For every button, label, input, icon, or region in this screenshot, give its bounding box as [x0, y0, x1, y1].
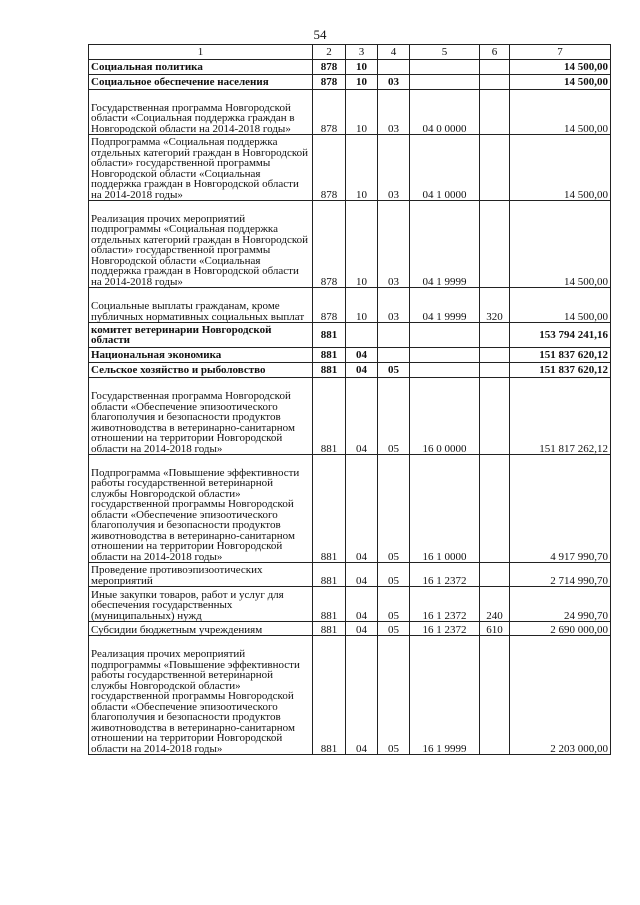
- column-header: 3: [346, 45, 378, 60]
- row-expense-type-cell: 610: [480, 622, 510, 636]
- row-amount-cell: 2 203 000,00: [510, 636, 611, 755]
- row-amount-cell: 153 794 241,16: [510, 323, 611, 348]
- row-code-cell: 878: [313, 90, 346, 135]
- row-subsection-cell: 03: [378, 90, 410, 135]
- row-section-cell: 10: [346, 60, 378, 75]
- row-subsection-cell: 05: [378, 622, 410, 636]
- table-row: [89, 135, 611, 201]
- row-name-cell: Национальная экономика: [89, 348, 313, 363]
- row-amount-cell: 24 990,70: [510, 587, 611, 622]
- row-expense-type-cell: [480, 135, 510, 201]
- column-header: 6: [480, 45, 510, 60]
- row-expense-type-cell: [480, 636, 510, 755]
- row-name-cell: Государственная программа Новгородской области «Социальная поддержка граждан в Новгородской области на 2014-2018 годы»: [89, 90, 313, 135]
- row-name-cell: комитет ветеринарии Новгородской области: [89, 323, 313, 348]
- row-expense-type-cell: [480, 60, 510, 75]
- row-code-cell: 881: [313, 363, 346, 378]
- row-expense-type-cell: [480, 363, 510, 378]
- row-name-cell: Государственная программа Новгородской области «Обеспечение эпизоотического благополучия и безопасности продуктов животноводства в ветеринарно-санитарном отношении на территории Новгородской области на 2014-2018 годы»: [89, 378, 313, 455]
- table-row: [89, 348, 611, 363]
- row-expense-type-cell: 320: [480, 288, 510, 323]
- column-header: 1: [89, 45, 313, 60]
- row-target-article-cell: [410, 363, 480, 378]
- row-target-article-cell: 16 1 9999: [410, 636, 480, 755]
- row-code-cell: 878: [313, 135, 346, 201]
- row-subsection-cell: [378, 323, 410, 348]
- row-amount-cell: 14 500,00: [510, 60, 611, 75]
- row-section-cell: [346, 323, 378, 348]
- row-name-cell: Реализация прочих мероприятий подпрограммы «Повышение эффективности работы государственной ветеринарной службы Новгородской области» государственной программы Новгородской области «Обеспечение эпизоотического благополучия и безопасности продуктов животноводства в ветеринарно-санитарном отношении на территории Новгородской области на 2014-2018 годы»: [89, 636, 313, 755]
- row-section-cell: 04: [346, 378, 378, 455]
- row-code-cell: 878: [313, 75, 346, 90]
- row-subsection-cell: 05: [378, 563, 410, 587]
- row-section-cell: 04: [346, 636, 378, 755]
- row-name-cell: Социальное обеспечение населения: [89, 75, 313, 90]
- row-target-article-cell: 04 1 0000: [410, 135, 480, 201]
- row-subsection-cell: 03: [378, 135, 410, 201]
- table-row: [89, 378, 611, 455]
- row-code-cell: 878: [313, 60, 346, 75]
- row-name-cell: Иные закупки товаров, работ и услуг для обеспечения государственных (муниципальных) нужд: [89, 587, 313, 622]
- row-section-cell: 10: [346, 90, 378, 135]
- column-header: 2: [313, 45, 346, 60]
- row-amount-cell: 151 837 620,12: [510, 363, 611, 378]
- row-subsection-cell: [378, 60, 410, 75]
- table-row: [89, 563, 611, 587]
- table-row: [89, 636, 611, 755]
- row-target-article-cell: [410, 75, 480, 90]
- row-subsection-cell: 05: [378, 455, 410, 563]
- table-row: [89, 587, 611, 622]
- row-code-cell: 881: [313, 587, 346, 622]
- row-amount-cell: 2 690 000,00: [510, 622, 611, 636]
- column-header: 5: [410, 45, 480, 60]
- page-number: 54: [313, 27, 327, 42]
- row-section-cell: 10: [346, 201, 378, 288]
- table-row: [89, 90, 611, 135]
- table-row: [89, 622, 611, 636]
- row-amount-cell: 2 714 990,70: [510, 563, 611, 587]
- row-code-cell: 881: [313, 455, 346, 563]
- table-row: [89, 288, 611, 323]
- row-code-cell: 881: [313, 323, 346, 348]
- row-target-article-cell: 04 1 9999: [410, 288, 480, 323]
- row-target-article-cell: 16 1 0000: [410, 455, 480, 563]
- row-target-article-cell: 16 1 2372: [410, 622, 480, 636]
- row-target-article-cell: [410, 348, 480, 363]
- row-section-cell: 04: [346, 563, 378, 587]
- row-code-cell: 878: [313, 288, 346, 323]
- row-expense-type-cell: [480, 455, 510, 563]
- row-code-cell: 881: [313, 622, 346, 636]
- row-code-cell: 881: [313, 636, 346, 755]
- row-amount-cell: 14 500,00: [510, 135, 611, 201]
- row-expense-type-cell: [480, 75, 510, 90]
- row-name-cell: Подпрограмма «Социальная поддержка отдельных категорий граждан в Новгородской области» государственной программы Новгородской области «Социальная поддержка граждан в Новгородской области на 2014-2018 годы»: [89, 135, 313, 201]
- row-code-cell: 878: [313, 201, 346, 288]
- row-target-article-cell: 16 1 2372: [410, 563, 480, 587]
- column-header: 7: [510, 45, 611, 60]
- row-code-cell: 881: [313, 563, 346, 587]
- row-amount-cell: 151 817 262,12: [510, 378, 611, 455]
- row-subsection-cell: 03: [378, 288, 410, 323]
- row-subsection-cell: 05: [378, 636, 410, 755]
- row-expense-type-cell: [480, 323, 510, 348]
- row-section-cell: 10: [346, 75, 378, 90]
- table-row: [89, 75, 611, 90]
- row-section-cell: 10: [346, 135, 378, 201]
- row-name-cell: Социальные выплаты гражданам, кроме публичных нормативных социальных выплат: [89, 288, 313, 323]
- row-expense-type-cell: 240: [480, 587, 510, 622]
- row-code-cell: 881: [313, 378, 346, 455]
- table-row: [89, 201, 611, 288]
- row-amount-cell: 4 917 990,70: [510, 455, 611, 563]
- table-row: [89, 455, 611, 563]
- row-section-cell: 10: [346, 288, 378, 323]
- row-section-cell: 04: [346, 363, 378, 378]
- row-target-article-cell: 16 1 2372: [410, 587, 480, 622]
- row-section-cell: 04: [346, 587, 378, 622]
- table-header-row: [89, 45, 611, 60]
- row-target-article-cell: [410, 60, 480, 75]
- row-name-cell: Сельское хозяйство и рыболовство: [89, 363, 313, 378]
- row-name-cell: Проведение противоэпизоотических мероприятий: [89, 563, 313, 587]
- row-target-article-cell: 04 1 9999: [410, 201, 480, 288]
- row-expense-type-cell: [480, 563, 510, 587]
- row-name-cell: Субсидии бюджетным учреждениям: [89, 622, 313, 636]
- row-subsection-cell: 03: [378, 75, 410, 90]
- row-amount-cell: 14 500,00: [510, 90, 611, 135]
- row-amount-cell: 14 500,00: [510, 75, 611, 90]
- row-subsection-cell: 03: [378, 201, 410, 288]
- row-subsection-cell: 05: [378, 587, 410, 622]
- row-expense-type-cell: [480, 378, 510, 455]
- row-expense-type-cell: [480, 348, 510, 363]
- table-row: [89, 363, 611, 378]
- row-section-cell: 04: [346, 455, 378, 563]
- row-section-cell: 04: [346, 622, 378, 636]
- row-target-article-cell: 16 0 0000: [410, 378, 480, 455]
- row-subsection-cell: 05: [378, 378, 410, 455]
- row-expense-type-cell: [480, 201, 510, 288]
- row-expense-type-cell: [480, 90, 510, 135]
- row-name-cell: Социальная политика: [89, 60, 313, 75]
- row-name-cell: Реализация прочих мероприятий подпрограммы «Социальная поддержка отдельных категорий граждан в Новгородской области» государственной программы Новгородской области «Социальная поддержка граждан в Новгородской области на 2014-2018 годы»: [89, 201, 313, 288]
- table-row: [89, 60, 611, 75]
- row-amount-cell: 14 500,00: [510, 288, 611, 323]
- row-amount-cell: 151 837 620,12: [510, 348, 611, 363]
- table-row: [89, 323, 611, 348]
- row-code-cell: 881: [313, 348, 346, 363]
- row-amount-cell: 14 500,00: [510, 201, 611, 288]
- row-name-cell: Подпрограмма «Повышение эффективности работы государственной ветеринарной службы Новгородской области» государственной программы Новгородской области «Обеспечение эпизоотического благополучия и безопасности продуктов животноводства в ветеринарно-санитарном отношении на территории Новгородской области на 2014-2018 годы»: [89, 455, 313, 563]
- column-header: 4: [378, 45, 410, 60]
- row-target-article-cell: [410, 323, 480, 348]
- row-section-cell: 04: [346, 348, 378, 363]
- budget-table: [88, 44, 611, 755]
- row-subsection-cell: 05: [378, 363, 410, 378]
- table-body: [89, 60, 611, 755]
- row-subsection-cell: [378, 348, 410, 363]
- row-target-article-cell: 04 0 0000: [410, 90, 480, 135]
